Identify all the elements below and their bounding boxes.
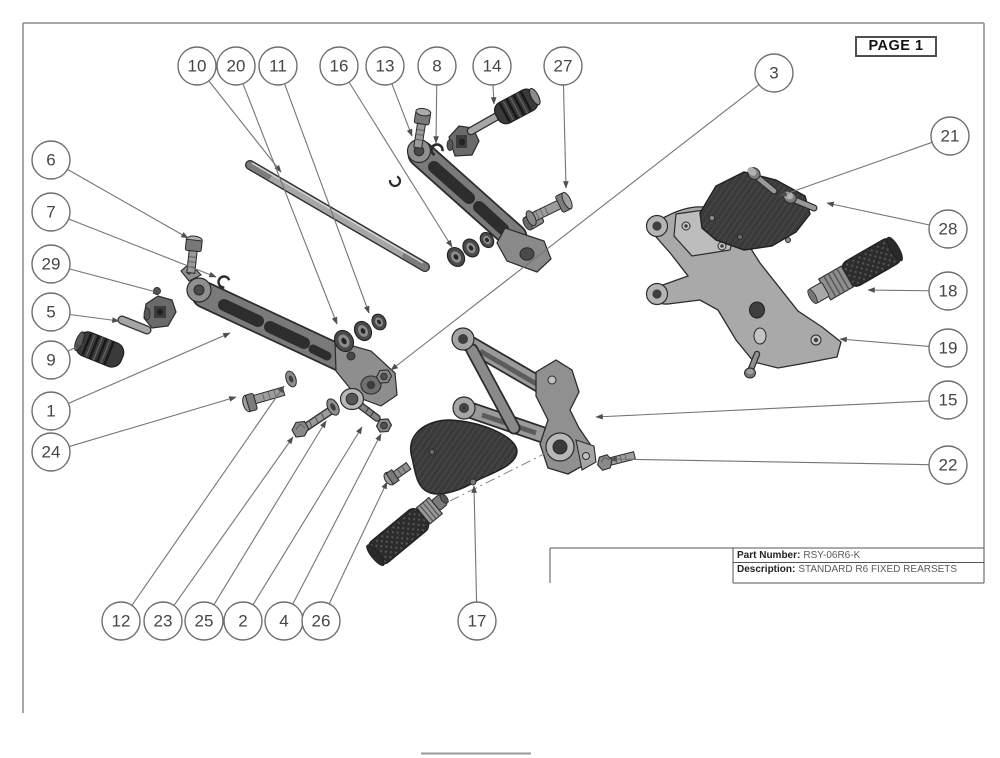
- callout-balloon-5: [32, 293, 70, 331]
- leader-line-18: [868, 290, 929, 291]
- leader-line-5: [70, 314, 119, 321]
- part-footpeg-right: [803, 235, 906, 310]
- brake-tip-knurled: [72, 328, 127, 370]
- parts-layer: [72, 85, 906, 568]
- leader-line-6: [68, 169, 188, 238]
- leader-line-10: [209, 81, 281, 172]
- svg-text:3: 3: [769, 63, 779, 83]
- svg-text:23: 23: [153, 611, 173, 631]
- svg-text:28: 28: [938, 219, 958, 239]
- svg-text:10: 10: [187, 56, 207, 76]
- svg-text:24: 24: [41, 442, 61, 462]
- svg-text:7: 7: [46, 202, 56, 222]
- callout-balloon-6: [32, 141, 70, 179]
- leader-line-12: [132, 386, 284, 605]
- leader-line-23: [174, 437, 293, 605]
- leader-line-24: [69, 397, 236, 447]
- svg-text:5: 5: [46, 302, 56, 322]
- svg-text:1: 1: [46, 401, 56, 421]
- part-shift-lever-assembly: [388, 85, 574, 272]
- callout-balloon-21: [931, 117, 969, 155]
- heel-guard-screw: [470, 479, 476, 485]
- callout-balloon-20: [217, 47, 255, 85]
- leader-line-11: [285, 84, 369, 313]
- title-block-description-row: [737, 563, 982, 576]
- svg-text:22: 22: [938, 455, 958, 475]
- pivot-bolt: [524, 191, 575, 228]
- svg-text:6: 6: [46, 150, 56, 170]
- callout-balloon-7: [32, 193, 70, 231]
- callout-balloon-17: [458, 602, 496, 640]
- callout-balloon-19: [929, 329, 967, 367]
- leader-line-15: [596, 401, 929, 417]
- callout-balloon-28: [929, 210, 967, 248]
- part-number-label: Part Number:: [737, 550, 801, 561]
- callout-balloon-10: [178, 47, 216, 85]
- callout-balloon-18: [929, 272, 967, 310]
- callout-balloon-2: [224, 602, 262, 640]
- title-block-part-number-row: [737, 549, 982, 562]
- callout-balloon-25: [185, 602, 223, 640]
- leader-line-8: [436, 85, 437, 143]
- leader-line-22: [610, 459, 929, 465]
- leader-line-27: [563, 85, 566, 188]
- leader-line-19: [840, 339, 929, 346]
- svg-text:14: 14: [482, 56, 502, 76]
- svg-text:18: 18: [938, 281, 958, 301]
- callout-balloon-4: [265, 602, 303, 640]
- callout-balloon-26: [302, 602, 340, 640]
- svg-text:12: 12: [111, 611, 131, 631]
- leader-line-28: [827, 203, 929, 225]
- callout-balloon-27: [544, 47, 582, 85]
- svg-text:25: 25: [194, 611, 214, 631]
- callout-balloon-13: [366, 47, 404, 85]
- shift-tip-knurled: [491, 85, 543, 127]
- part-number-value: RSY-06R6-K: [803, 550, 861, 561]
- hex-locknut: [377, 370, 392, 383]
- callout-balloon-8: [418, 47, 456, 85]
- callout-balloon-22: [929, 446, 967, 484]
- svg-text:9: 9: [46, 350, 56, 370]
- leader-line-21: [780, 142, 932, 196]
- leader-line-13: [392, 84, 412, 136]
- callout-balloon-16: [320, 47, 358, 85]
- hex-nut: [377, 419, 392, 432]
- svg-text:11: 11: [269, 56, 287, 76]
- leader-line-14: [493, 85, 494, 104]
- leader-line-2: [253, 427, 362, 605]
- washer: [284, 370, 299, 389]
- leader-line-17: [474, 486, 477, 602]
- drawing-border: [23, 23, 984, 754]
- svg-text:19: 19: [938, 338, 958, 358]
- svg-text:15: 15: [938, 390, 958, 410]
- callout-balloon-9: [32, 341, 70, 379]
- svg-text:20: 20: [226, 56, 246, 76]
- svg-text:8: 8: [432, 56, 442, 76]
- svg-text:16: 16: [329, 56, 349, 76]
- svg-text:2: 2: [238, 611, 248, 631]
- description-value: STANDARD R6 FIXED REARSETS: [798, 564, 958, 575]
- svg-text:13: 13: [375, 56, 395, 76]
- part-floorboard-carbon: [700, 172, 810, 250]
- svg-text:17: 17: [467, 611, 487, 631]
- callout-balloon-12: [102, 602, 140, 640]
- callout-balloon-15: [929, 381, 967, 419]
- svg-text:29: 29: [41, 254, 61, 274]
- svg-text:4: 4: [279, 611, 289, 631]
- page-label: PAGE 1: [855, 36, 937, 57]
- leader-line-29: [69, 269, 160, 293]
- svg-text:27: 27: [553, 56, 573, 76]
- e-clip: [218, 276, 231, 289]
- svg-text:21: 21: [940, 126, 960, 146]
- c-clip: [388, 174, 402, 188]
- socket-bolt: [241, 385, 287, 413]
- svg-text:26: 26: [311, 611, 331, 631]
- callout-balloon-3: [755, 54, 793, 92]
- callout-balloon-24: [32, 433, 70, 471]
- callout-balloon-23: [144, 602, 182, 640]
- callout-balloon-11: [259, 47, 297, 85]
- brake-joint-clevis: [144, 288, 176, 329]
- callout-balloon-29: [32, 245, 70, 283]
- part-heel-guard: [411, 420, 517, 494]
- callout-balloon-1: [32, 392, 70, 430]
- description-label: Description:: [737, 564, 796, 575]
- callout-balloon-14: [473, 47, 511, 85]
